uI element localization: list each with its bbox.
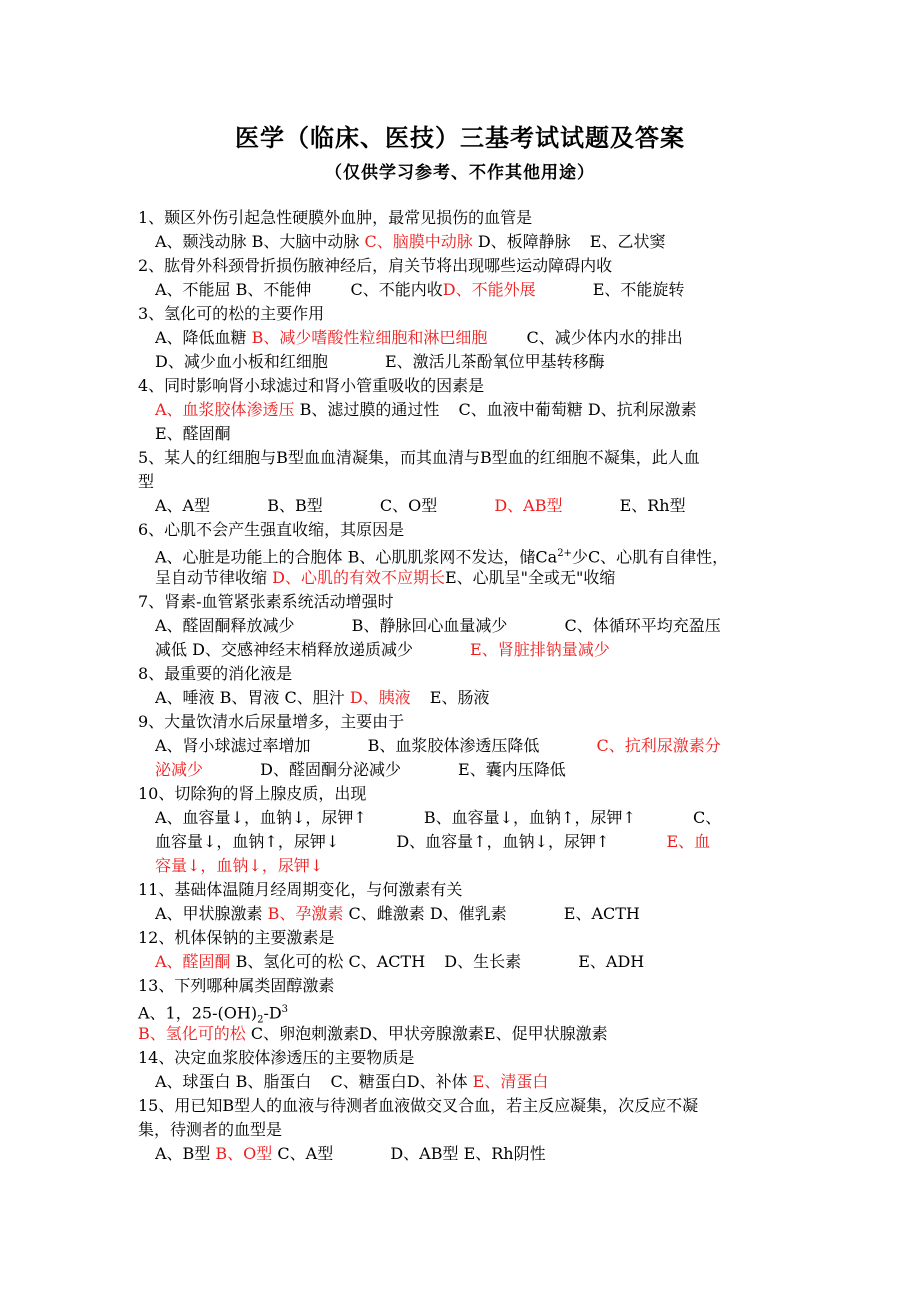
option: A、颞浅动脉 B、大脑中动脉 xyxy=(155,232,360,251)
option: E、ADH xyxy=(578,952,645,971)
answer-option: E、清蛋白 xyxy=(472,1072,549,1091)
answer-option: B、O型 xyxy=(215,1144,273,1163)
answer-option: C、脑膜中动脉 xyxy=(364,232,473,251)
option: 呈自动节律收缩 xyxy=(155,568,268,587)
option: 减低 xyxy=(155,640,188,659)
options-line xyxy=(138,566,788,590)
option: D、血容量↑，血钠↓，尿钾↑ xyxy=(396,832,610,851)
option: E、不能旋转 xyxy=(592,280,685,299)
options-line xyxy=(138,758,788,782)
option: E、醛固酮 xyxy=(155,424,231,443)
options-line xyxy=(138,422,788,446)
options-line xyxy=(138,734,788,758)
answer-option: C、抗利尿激素分 xyxy=(596,736,721,755)
option: B、B型 xyxy=(267,496,323,515)
option: B、不能伸 xyxy=(235,280,312,299)
option: D、醛固酮分泌减少 xyxy=(260,760,401,779)
options-line xyxy=(138,830,788,854)
options-line xyxy=(138,350,788,374)
option: E、ACTH xyxy=(563,904,640,923)
option: C、A型 xyxy=(277,1144,334,1163)
option: B、血浆胶体渗透压降低 xyxy=(367,736,540,755)
options-line xyxy=(138,686,788,710)
option: D、生长素 xyxy=(444,952,522,971)
option: A、醛固酮释放减少 xyxy=(155,616,295,635)
answer-option: B、氢化可的松 xyxy=(138,1024,246,1043)
answer-option: B、孕激素 xyxy=(267,904,344,923)
options-line xyxy=(138,278,788,302)
options-line xyxy=(138,902,788,926)
option: A、心脏是功能上的合胞体 B、心肌肌浆网不发达，储Ca xyxy=(155,547,558,567)
option: A、不能屈 xyxy=(155,280,231,299)
answer-option: E、血 xyxy=(666,832,711,851)
option: A、B型 xyxy=(155,1144,211,1163)
options-line xyxy=(138,1142,788,1166)
option: C、O型 xyxy=(379,496,438,515)
options-line xyxy=(138,950,788,974)
question-text: 15、用已知B型人的血液与待测者血液做交叉合血，若主反应凝集，次反应不凝 xyxy=(138,1096,699,1115)
options-line xyxy=(138,398,788,422)
answer-option: D、胰液 xyxy=(349,688,411,707)
answer-option: B、减少嗜酸性粒细胞和淋巴细胞 xyxy=(251,328,488,347)
option: A、血容量↓，血钠↓，尿钾↑ xyxy=(155,808,367,827)
option: B、滤过膜的通过性 xyxy=(299,400,440,419)
question-text: 3、氢化可的松的主要作用 xyxy=(138,304,325,323)
options-line xyxy=(138,1022,788,1046)
option: A、A型 xyxy=(155,496,211,515)
options-line xyxy=(138,1070,788,1094)
option: C、糖蛋白D、补体 xyxy=(330,1072,468,1091)
options-line xyxy=(138,638,788,662)
options-line xyxy=(138,998,788,1026)
answer-option: D、心肌的有效不应期长 xyxy=(272,568,445,587)
option: A、降低血糖 xyxy=(155,328,247,347)
option: A、肾小球滤过率增加 xyxy=(155,736,311,755)
option: B、静脉回心血量减少 xyxy=(351,616,508,635)
option: E、囊内压降低 xyxy=(458,760,566,779)
option: C、减少体内水的排出 xyxy=(526,328,683,347)
question-text: 12、机体保钠的主要激素是 xyxy=(138,928,335,947)
page-subtitle: （仅供学习参考、不作其他用途） xyxy=(325,163,595,183)
option: A、甲状腺激素 xyxy=(155,904,263,923)
option: D、板障静脉 xyxy=(477,232,571,251)
subscript: 2 xyxy=(257,1014,264,1026)
option: C、不能内收 xyxy=(350,280,443,299)
answer-option: D、AB型 xyxy=(494,496,563,515)
option: C、胆汁 xyxy=(284,688,345,707)
question-text: 2、肱骨外科颈骨折损伤腋神经后，肩关节将出现哪些运动障碍内收 xyxy=(138,256,613,275)
option: -D xyxy=(263,1003,282,1023)
question-text: 8、最重要的消化液是 xyxy=(138,664,293,683)
option: D、减少血小板和红细胞 xyxy=(155,352,328,371)
options-line xyxy=(138,326,788,350)
option: B、血容量↓，血钠↑，尿钾↑ xyxy=(423,808,636,827)
question-text: 9、大量饮清水后尿量增多，主要由于 xyxy=(138,712,405,731)
option: B、氢化可的松 C、ACTH xyxy=(235,952,426,971)
answer-option: 容量↓，血钠↓，尿钾↓ xyxy=(155,856,324,875)
question-text: 6、心肌不会产生强直收缩，其原因是 xyxy=(138,520,405,539)
option: A、唾液 B、胃液 xyxy=(155,688,280,707)
question-list xyxy=(138,206,788,1166)
option: E、Rh阴性 xyxy=(463,1144,546,1163)
question-text: 14、决定血浆胶体渗透压的主要物质是 xyxy=(138,1048,415,1067)
option: C、雌激素 D、催乳素 xyxy=(348,904,507,923)
answer-option: A、血浆胶体渗透压 xyxy=(155,400,295,419)
page-title: 医学（临床、医技）三基考试试题及答案 xyxy=(235,123,685,152)
option: C、体循环平均充盈压 xyxy=(564,616,721,635)
option: E、Rh型 xyxy=(619,496,686,515)
options-line xyxy=(138,806,788,830)
options-line xyxy=(138,494,788,518)
answer-option: A、醛固酮 xyxy=(155,952,231,971)
question-text: 7、肾素-血管紧张素系统活动增强时 xyxy=(138,592,394,611)
option: E、肠液 xyxy=(429,688,490,707)
question-text: 13、下列哪种属类固醇激素 xyxy=(138,976,335,995)
question-text: 10、切除狗的肾上腺皮质，出现 xyxy=(138,784,367,803)
options-line xyxy=(138,542,788,566)
option: C、卵泡刺激素D、甲状旁腺激素E、促甲状腺激素 xyxy=(250,1024,608,1043)
option: 血容量↓，血钠↑，尿钾↓ xyxy=(155,832,340,851)
options-line xyxy=(138,854,788,878)
superscript: 2+ xyxy=(557,548,572,559)
question-text-cont: 集，待测者的血型是 xyxy=(138,1120,283,1139)
option: E、心肌呈"全或无"收缩 xyxy=(444,568,616,587)
option: 少C、心肌有自律性， xyxy=(571,547,729,567)
option: A、球蛋白 B、脂蛋白 xyxy=(155,1072,312,1091)
option: C、血液中葡萄糖 D、抗利尿激素 xyxy=(458,400,697,419)
option: D、交感神经末梢释放递质减少 xyxy=(192,640,413,659)
option: C、 xyxy=(692,808,722,827)
options-line xyxy=(138,230,788,254)
options-line xyxy=(138,614,788,638)
option: A、1，25-(OH) xyxy=(138,1003,258,1023)
answer-option: 泌减少 xyxy=(155,760,204,779)
question-text: 5、某人的红细胞与B型血血清凝集，而其血清与B型血的红细胞不凝集，此人血 xyxy=(138,448,700,467)
answer-option: D、不能外展 xyxy=(442,280,536,299)
option: E、乙状窦 xyxy=(589,232,666,251)
question-text: 11、基础体温随月经周期变化，与何激素有关 xyxy=(138,880,463,899)
option: D、AB型 xyxy=(390,1144,459,1163)
question-text-cont: 型 xyxy=(138,472,155,491)
question-text: 4、同时影响肾小球滤过和肾小管重吸收的因素是 xyxy=(138,376,485,395)
superscript: 3 xyxy=(281,1004,289,1015)
option: E、激活儿茶酚氧位甲基转移酶 xyxy=(384,352,605,371)
answer-option: E、肾脏排钠量减少 xyxy=(470,640,610,659)
question-text: 1、颞区外伤引起急性硬膜外血肿，最常见损伤的血管是 xyxy=(138,208,533,227)
